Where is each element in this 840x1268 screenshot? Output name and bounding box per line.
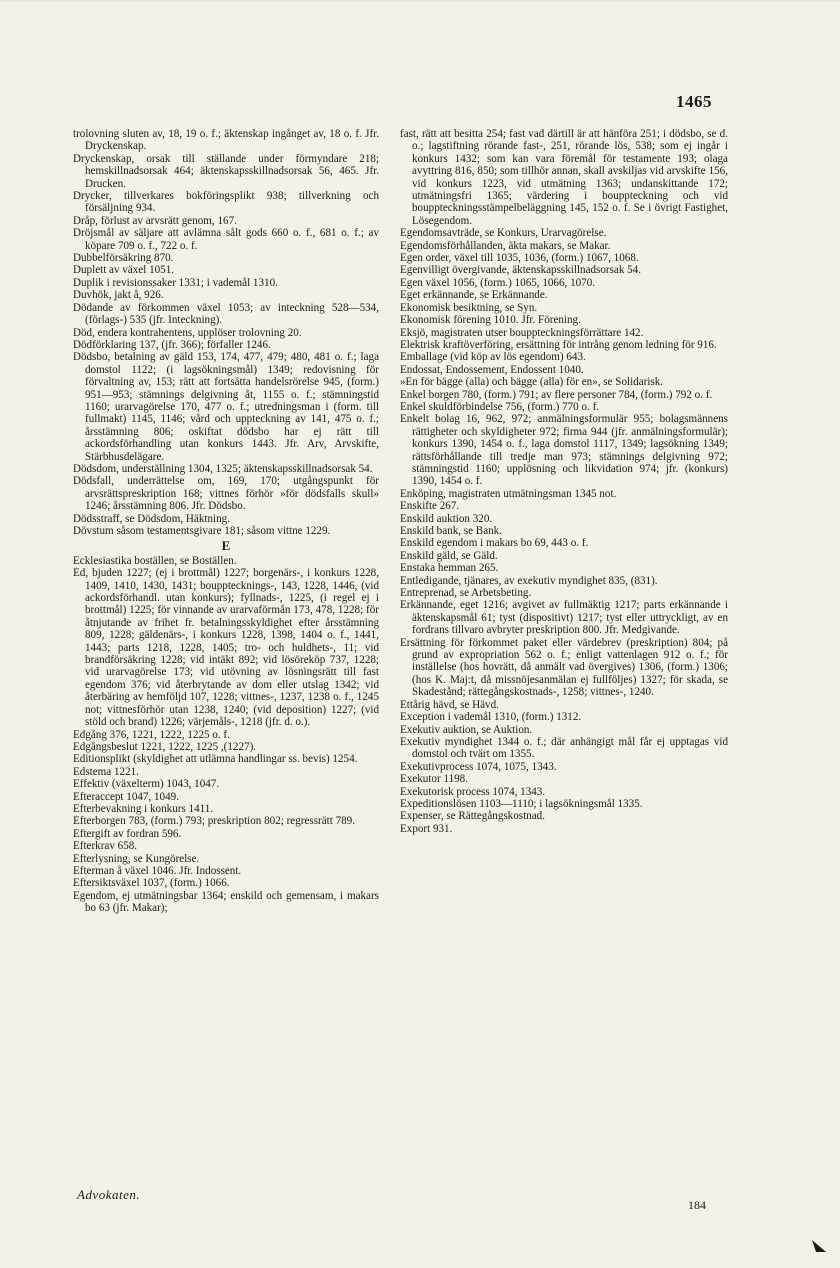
index-entry: Dödande av förkommen växel 1053; av inteckning 528—534, (förlags-) 535 (jfr. Inteckning).	[73, 301, 379, 327]
index-entry: Efterbevakning i konkurs 1411.	[73, 802, 214, 815]
index-entry: »En för bägge (alla) och bägge (alla) för en», se Solidarisk.	[400, 376, 664, 389]
index-entry: Eftersiktsväxel 1037, (form.) 1066.	[73, 877, 230, 890]
index-entry: Dryckenskap, orsak till ställande under förmyndare 218; hemskillnadsorsak 464; äktenskapsskillnadsorsak 56, 465. Jfr. Drucken.	[73, 152, 379, 190]
entries-e	[73, 555, 379, 915]
index-entry: Edgång 376, 1221, 1222, 1225 o. f.	[73, 728, 230, 741]
left-column	[73, 128, 379, 915]
index-entry: Edgångsbeslut 1221, 1222, 1225 ,(1227).	[73, 740, 257, 753]
index-entry: Ekonomisk förening 1010. Jfr. Förening.	[400, 314, 581, 327]
index-entry: Duplett av växel 1051.	[73, 264, 175, 277]
index-entry: Enskild gäld, se Gäld.	[400, 549, 498, 562]
page-number: 1465	[676, 92, 712, 111]
index-entry: Enskild bank, se Bank.	[400, 525, 502, 537]
index-entry: Dödförklaring 137, (jfr. 366); förfaller 1246.	[73, 338, 271, 351]
entries-d	[73, 128, 379, 537]
index-entry: Död, endera kontrahentens, upplöser trolovning 20.	[73, 326, 302, 339]
index-entry: Emballage (vid köp av lös egendom) 643.	[400, 351, 586, 364]
index-entry: Entreprenad, se Arbetsbeting.	[400, 587, 532, 600]
index-entry: Efterlysning, se Kungörelse.	[73, 852, 200, 865]
index-entry: fast, rätt att besitta 254; fast vad därtill är att hänföra 251; i dödsbo, se d. o.; lagstiftning rörande fast-, 251, rörande lös, 538; som ej ingår i konkurs 1432; som kan vara föremål för testamente 193; olaga avyttring 816, 850; som tillhör annan, skall avskiljas vid arvskifte 156, vid konkurs 1223, vid utmätning 1363; undanskittande 172; utmätningsfri 1365; värdering i bouppteckning och vid bouppteckningsstämpelbeläggning 145, 152 o. f. Se i övrigt Fastighet, Lösegendom.	[400, 128, 728, 227]
index-entry: Entledigande, tjänares, av exekutiv myndighet 835, (831).	[400, 574, 658, 587]
index-entry: Duvhök, jakt å, 926.	[73, 289, 164, 302]
index-entry: Exekutivprocess 1074, 1075, 1343.	[400, 760, 557, 773]
index-entry: Effektiv (växelterm) 1043, 1047.	[73, 778, 220, 791]
index-entry: Exekutor 1198.	[400, 773, 468, 786]
index-entry: Exception i vademål 1310, (form.) 1312.	[400, 711, 582, 724]
index-entry: Exekutorisk process 1074, 1343.	[400, 785, 546, 798]
index-entry: Exekutiv auktion, se Auktion.	[400, 723, 533, 736]
index-entry: Dubbelförsäkring 870.	[73, 252, 174, 265]
index-entry: Ettårig hävd, se Hävd.	[400, 698, 499, 711]
index-entry: Enkelt bolag 16, 962, 972; anmälningsformulär 955; bolagsmännens rättigheter och skyldigheter 972; firma 944 (jfr. anmälningsformulär); konkurs 1390, 1454 o. f., laga domstol 1117, 1349; lagsökning 1349; rättsförhållande till tredje man 973; stämnings delgivning 972; stämningstid 1160; upplösning och likvidation 974; jfr. (konkurs) 1390, 1454 o. f.	[400, 413, 728, 488]
index-entry: Ekonomisk besiktning, se Syn.	[400, 301, 538, 314]
index-entry: Duplik i revisionssaker 1331; i vademål 1310.	[73, 276, 278, 289]
index-entry: Erkännande, eget 1216; avgivet av fullmäktig 1217; parts erkännande i äktenskapsmål 61; tyst (dispositivt) 1217; tyst eller uttryckligt, av en fordrans tillvaro avbryter preskription 800. Jfr. Medgivande.	[400, 599, 728, 637]
index-entry: Drycker, tillverkares bokföringsplikt 938; tillverkning och försäljning 934.	[73, 190, 379, 215]
index-entry: Enköping, magistraten utmätningsman 1345 not.	[400, 487, 617, 500]
index-entry: Eftergift av fordran 596.	[73, 827, 182, 840]
index-entry: Dödsdom, underställning 1304, 1325; äktenskapsskillnadsorsak 54.	[73, 462, 373, 475]
index-entry: Egendomsförhållanden, äkta makars, se Makar.	[400, 239, 611, 252]
index-entry: Enskild egendom i makars bo 69, 443 o. f.	[400, 537, 589, 550]
index-entry: Efterman å växel 1046. Jfr. Indossent.	[73, 864, 242, 877]
printer-signature: Advokaten.	[77, 1187, 141, 1202]
index-entry: Egen växel 1056, (form.) 1065, 1066, 1070.	[400, 276, 596, 289]
index-entry: Edstema 1221.	[73, 765, 139, 778]
right-column	[400, 128, 728, 835]
index-entry: Dröjsmål av säljare att avlämna sålt gods 660 o. f., 681 o. f.; av köpare 709 o. f., 722 o. f.	[73, 227, 379, 252]
index-entry: Dövstum såsom testamentsgivare 181; såsom vittne 1229.	[73, 525, 331, 537]
index-entry: Elektrisk kraftöverföring, ersättning för intrång genom ledning för 916.	[400, 338, 717, 351]
index-entry: Egendomsavträde, se Konkurs, Urarvagörelse.	[400, 227, 607, 240]
index-entry: Expeditionslösen 1103—1110; i lagsökningsmål 1335.	[400, 797, 643, 810]
index-entry: Enskifte 267.	[400, 500, 460, 513]
index-entry: trolovning sluten av, 18, 19 o. f.; äktenskap ingånget av, 18 o. f. Jfr. Dryckenskap.	[73, 128, 379, 153]
index-entry: Ersättning för förkommet paket eller värdebrev (preskription) 804; på grund av expropriation 562 o. f.; enligt vattenlagen 912 o. f.; för inställelse (hos hovrätt, då anmält vad övergives) 1306, (form.) 1306; (hos K. Maj:t, då missnöjesanmälan ej fullföljes) 1327; för skada, se Skadestånd; rättegångskostnads-, 1258; vittnes-, 1240.	[400, 636, 728, 699]
index-entry: Enkel borgen 780, (form.) 791; av flere personer 784, (form.) 792 o. f.	[400, 388, 713, 401]
index-entry: Ed, bjuden 1227; (ej i brottmål) 1227; borgenärs-, i konkurs 1228, 1409, 1410, 1430, 1431; boupptecknings-, 143, 1228, 1446, (vid ackordsförhandl. utan konkurs); fyllnads-, 1225, (i regel ej i brottmål) 1225; för vinnande av urarvaförmån 173, 478, 1228; för åtnjutande av frihet fr. betalningsskyldighet efter årsstämning 809, 1228; gäldenärs-, i konkurs 1228, 1398, 1404 o. f., 1441, 1443; parts 1218, 1228, 1405; tro- och huldhets-, 11; vid brandförsäkring 1228; vid intäkt 892; vid lösöreköp 737, 1228; vid urarvagörelse 173; vid utövning av lösningsrätt till fast egendom 376; vid återbrytande av dom eller utslag 1342; vid återbäring av hemföljd 107, 1228; vittnes-, 1237, 1238 o. f., 1245 not; vittnesförhör utan 1238, 1240; (vid deposition) 1227; (vid stöld och brand) 1226; värjemåls-, 1218 (jfr. d. o.).	[73, 567, 379, 729]
index-entry: Expenser, se Rättegångskostnad.	[400, 810, 545, 823]
index-entry: Egenvilligt övergivande, äktenskapsskillnadsorsak 54.	[400, 264, 642, 277]
index-entry: Export 931.	[400, 822, 453, 835]
index-entry: Egendom, ej utmätningsbar 1364; enskild och gemensam, i makars bo 63 (jfr. Makar);	[73, 889, 379, 915]
section-letter: E	[221, 538, 231, 554]
index-entry: Exekutiv myndighet 1344 o. f.; där anhängigt mål får ej upptagas vid domstol och tvärt om 1355.	[400, 735, 728, 761]
index-entry: Enskild auktion 320.	[400, 512, 493, 525]
index-entry: Enstaka hemman 265.	[400, 562, 499, 575]
index-entry: Editionsplikt (skyldighet att utlämna handlingar ss. bevis) 1254.	[73, 753, 358, 766]
index-entry: Dödsbo, betalning av gäld 153, 174, 477, 479; 480, 481 o. f.; laga domstol 1122; (i lagsökningsmål) 1349; redovisning för förvaltning av, 153; rätt att fortsätta handelsrörelse 945, (form.) 951—953; stämnings delgivning åt, 1155 o. f.; stämningstid 1160; urarvagörelse 170, 477 o. f.; utredningsman i (form. till fullmakt) 1145, 1146; vård och uppteckning av 141, 475 o. f.; årsstämning 806; oskiftat dödsbo har ej rätt till ackordsförhandling utan konkurs 1443. Jfr. Arv, Arvskifte, Stärbhusdelägare.	[73, 351, 379, 463]
index-entry: Enkel skuldförbindelse 756, (form.) 770 o. f.	[400, 400, 600, 413]
sheet-number: 184	[688, 1198, 706, 1212]
index-entry: Eksjö, magistraten utser bouppteckningsförrättare 142.	[400, 326, 644, 339]
top-edge	[0, 0, 840, 2]
index-entry: Endossat, Endossement, Endossent 1040.	[400, 363, 584, 376]
index-entry: Dödsstraff, se Dödsdom, Häktning.	[73, 512, 230, 525]
index-entry: Dödsfall, underrättelse om, 169, 170; utgångspunkt för arvsrättspreskription 168; vittnes förhör »för dödsfalls skull» 1246; årsstämning 806. Jfr. Dödsbo.	[73, 475, 379, 513]
entries-e-continued	[400, 128, 728, 835]
index-entry: Efterkrav 658.	[73, 840, 138, 853]
index-entry: Efterborgen 783, (form.) 793; preskription 802; regressrätt 789.	[73, 815, 356, 828]
index-entry: Egen order, växel till 1035, 1036, (form.) 1067, 1068.	[400, 252, 639, 265]
corner-mark-icon	[812, 1240, 826, 1252]
index-entry: Efteraccept 1047, 1049.	[73, 790, 179, 803]
index-entry: Eget erkännande, se Erkännande.	[400, 289, 548, 302]
index-entry: Dråp, förlust av arvsrätt genom, 167.	[73, 214, 237, 227]
index-entry: Ecklesiastika boställen, se Boställen.	[73, 554, 237, 567]
